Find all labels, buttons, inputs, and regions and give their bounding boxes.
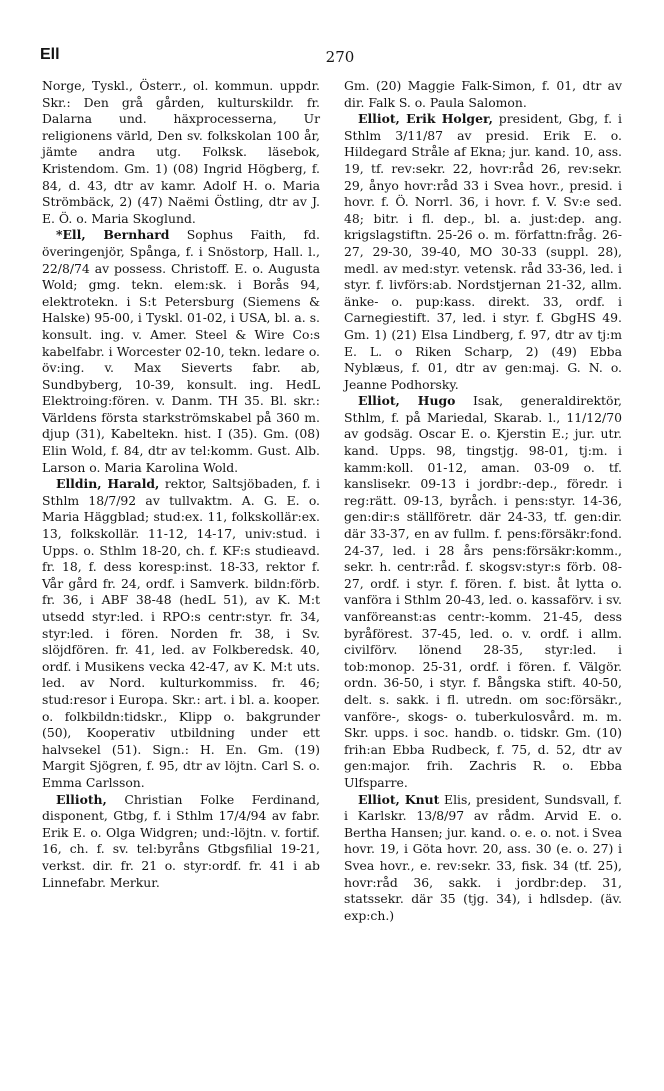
page-number: 270: [325, 48, 355, 66]
entry-text: Norge, Tyskl., Österr., ol. kommun. uppdr. Skr.: Den grå gården, kulturskildr. fr. Dalarna und. häxprocesserna, Ur religionens värld, Den sv. folkskolan 100 år, jämte andra utg. Folksk. läsebok, Kristendom. Gm. 1) (08) Ingrid Högberg, f. 84, d. 43, dtr av kamr. Adolf H. o. Maria Strömbäck, 2) (47) Naëmi Östling, dtr av J. E. Ö. o. Maria Skoglund.: [42, 78, 320, 226]
entry-name: Elliot, Knut: [358, 791, 440, 807]
entry-text: Isak, generaldirektör, Sthlm, f. på Mariedal, Skarab. l., 11/12/70 av godsäg. Oscar E. o. Kjerstin E.; jur. utr. kand. Upps. 98, tingstjg. 98-01, tj:m. i kamm:koll. 01-12, aman. 03-09 o. tf. kanslisekr. 09-13 i jordbr:-dep., föredr. i reg:rätt. 09-13, byråch. i pens:styr. 14-36, gen:dir:s ställföretr. där 24-33, tf. gen:dir. där 33-37, en av fullm. f. pens:försäkr:fond. 24-37, led. i 28 års pens:försäkr:komm., sekr. h. centr:råd. f. skogsv:styr:s förb. 08-27, ordf. i styr. f. fören. f. bist. åt lytta o. vanföra i Sthlm 20-43, led. o. kassaförv. i sv. vanföreanst:as centr:-komm. 21-45, dess byråförest. 37-45, led. o. v. ordf. i allm. civilförv. lönend 28-35, styr:led. i tob:monop. 25-31, ordf. i fören. f. Välgör. ordn. 36-50, i styr. f. Bångska stift. 40-50, delt. s. sakk. i fl. utredn. om soc:försäkr., vanföre-, skogs- o. tuberkulosvård. m. m. Skr. upps. i soc. handb. o. tidskr. Gm. (10) frih:an Ebba Rudbeck, f. 75, d. 52, dtr av gen:major. frih. Zachris R. o. Ebba Ulfsparre.: [344, 393, 623, 790]
left-column: [42, 78, 320, 891]
entry-name: Ellioth,: [56, 791, 107, 807]
running-head-word: Ell: [40, 46, 60, 63]
page-header: [40, 46, 630, 70]
entry: [344, 393, 622, 791]
entry: [344, 78, 622, 111]
entry-name: *Ell, Bernhard: [56, 227, 170, 243]
entry-text: Elis, president, Sundsvall, f. i Karlskr. 13/8/97 av rådm. Arvid E. o. Bertha Hansen; jur. kand. o. e. o. not. i Svea hovr. 19, i Göta hovr. 20, ass. 30 (e. o. 27) i Svea hovr., e. rev:sekr. 33, fisk. 34 (tf. 25), hovr:råd 36, sakk. i jordbr:dep. 31, statssekr. där 35 (tjg. 34), i hdlsdep. (äv. exp:ch.): [344, 791, 622, 923]
entry: [42, 78, 320, 227]
right-column: [344, 78, 622, 924]
entry: [42, 792, 320, 892]
entry-text: president, Gbg, f. i Sthlm 3/11/87 av presid. Erik E. o. Hildegard Stråle af Ekna; jur. kand. 10, ass. 19, tf. rev:sekr. 22, hovr:råd 26, rev:sekr. 29, ånyo hovr:råd 33 i Svea hovr., presid. i hovr. f. Ö. Norrl. 36, i hovr. f. V. Sv:e sed. 48; bitr. i fl. dep., bl. a. just:dep. ang. krigslagstiftn. 25-26 o. m. författn:fråg. 26-27, 29-30, 39-40, MO 30-33 (suppl. 28), medl. av med:styr. vetensk. råd 33-36, led. i styr. f. livförs:ab. Nordstjernan 21-32, allm. änke- o. pup:kass. direkt. 33, ordf. i Carnegiestift. 37, led. i styr. f. GbgHS 49. Gm. 1) (21) Elsa Lindberg, f. 97, dtr av tj:m E. L. o Riken Scharp, 2) (49) Ebba Nyblæus, f. 01, dtr av gen:maj. G. N. o. Jeanne Podhorsky.: [344, 111, 622, 392]
entry-text: Christian Folke Ferdinand, disponent, Gtbg, f. i Sthlm 17/4/94 av fabr. Erik E. o. Olga Widgren; und:-löjtn. v. fortif. 16, ch. f. sv. tel:byråns Gtbgsfilial 19-21, verkst. dir. fr. 21 o. styr:ordf. fr. 41 i ab Linnefabr. Merkur.: [42, 791, 320, 890]
entry: [42, 476, 320, 791]
entry-text: Sophus Faith, fd. överingenjör, Spånga, f. i Snöstorp, Hall. l., 22/8/74 av possess. Christoff. E. o. Augusta Wold; gmg. tekn. elem:sk. i Borås 94, elektrotekn. i S:t Petersburg (Siemens & Halske) 95-00, i Tyskl. 01-02, i USA, bl. a. s. konsult. ing. v. Amer. Steel & Wire Co:s kabelfabr. i Worcester 02-10, tekn. ledare o. öv:ing. v. Max Sieverts fabr. ab, Sundbyberg, 10-39, konsult. ing. HedL Elektroing:fören. v. Danm. TH 35. Bl. skr.: Världens första starkströmskabel på 360 m. djup (31), Kabeltekn. hist. I (35). Gm. (08) Elin Wold, f. 84, dtr av tel:komm. Gust. Alb. Larson o. Maria Karolina Wold.: [42, 227, 320, 475]
entry-name: Elldin, Harald,: [56, 476, 160, 492]
entry-name: Elliot, Erik Holger,: [358, 111, 493, 127]
entry-text: Gm. (20) Maggie Falk-Simon, f. 01, dtr av dir. Falk S. o. Paula Salomon.: [344, 78, 622, 110]
entry: [344, 111, 622, 393]
entry: [344, 792, 622, 925]
entry: [42, 227, 320, 476]
entry-name: Elliot, Hugo: [358, 393, 456, 409]
entry-text: rektor, Saltsjöbaden, f. i Sthlm 18/7/92 av tullvaktm. A. G. E. o. Maria Häggblad; stud:ex. 11, folkskollär:ex. 13, folkskollär. 11-12, 14-17, univ:stud. i Upps. o. Sthlm 18-20, ch. f. KF:s studieavd. fr. 18, f. dess koresp:inst. 18-33, rektor f. Vår gård fr. 24, ordf. i Samverk. bildn:förb. fr. 36, i ABF 38-48 (hedL 51), av K. M:t utsedd styr:led. i RPO:s centr:styr. fr. 34, styr:led. i fören. Norden fr. 38, i Sv. slöjdfören. fr. 41, led. av Folkberedsk. 40, ordf. i Musikens vecka 42-47, av K. M:t uts. led. av Nord. kulturkommiss. fr. 46; stud:resor i Europa. Skr.: art. i bl. a. kooper. o. folkbildn:tidskr., Klipp o. bakgrunder (50), Kooperativ utbildning under ett halvsekel (51). Sign.: H. En. Gm. (19) Margit Sjögren, f. 95, dtr av löjtn. Carl S. o. Emma Carlsson.: [42, 476, 321, 790]
